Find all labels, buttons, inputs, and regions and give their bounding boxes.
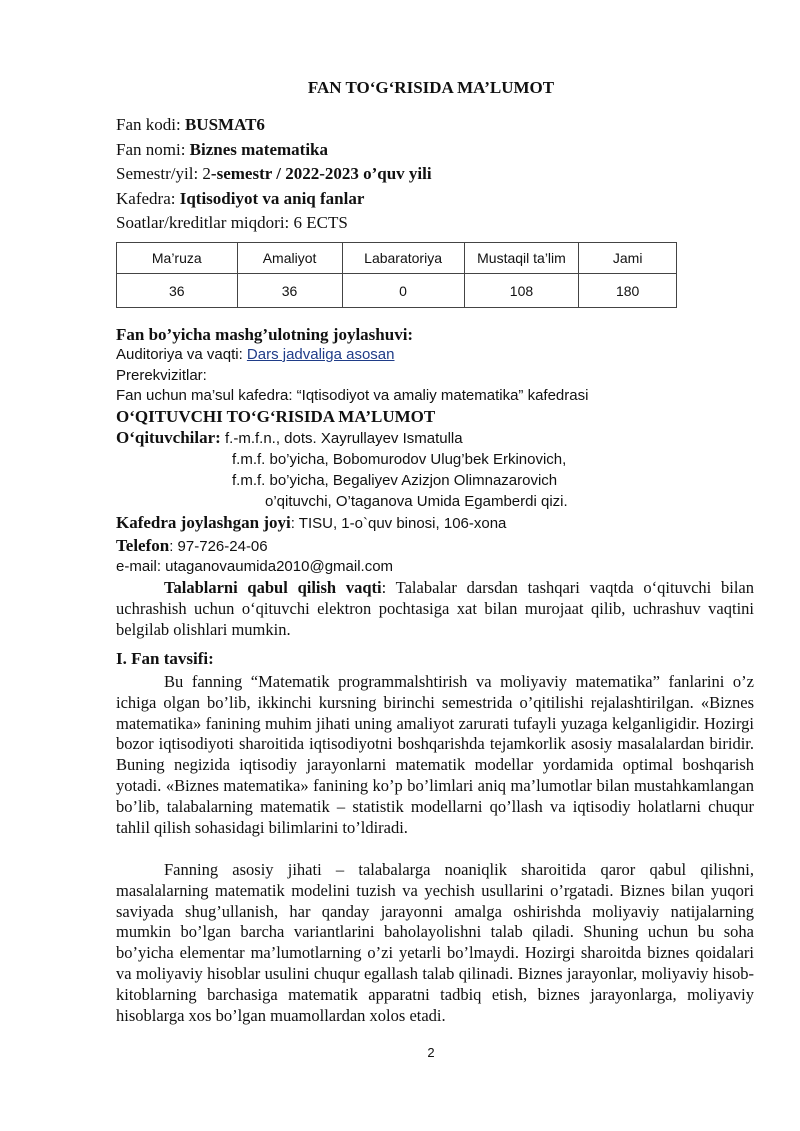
prerequisites: Prerekvizitlar: <box>116 367 207 384</box>
schedule-link[interactable]: Dars jadvaliga asosan <box>246 346 395 363</box>
department-value: Iqtisodiyot va aniq fanlar <box>179 189 365 208</box>
header-practice: Amaliyot <box>237 243 342 274</box>
email: e-mail: utaganovaumida2010@gmail.com <box>116 558 394 575</box>
description-paragraph-1: Bu fanning “Matematik programmalshtirish va moliyaviy matematika” fanlarini o’z ichiga olgan bo’lib, ikkinchi kursning birinchi semestrida o’qitilishi rejalashtirilgan. «Biznes matematika» fanining muhim jihati uning amaliyot zarurati tufayli yuzaga kelganligidir. Hozirgi bozor iqtisodiyoti sharoitida iqtisodiyotni boshqarishda tejamkorlik asosiy masalalardan biridir. Buning negizida iqtisodiy jarayonlarni matematik modellar yordamida optimal boshqarish yotadi. «Biznes matematika» fanining ko’p bo’limlari aniq ma’lumotlar bilan mustahkamlangan bo’lib, talabalarning matematik – statistik modellarni qo’llash va iqtisodiy holatlarni chuqur tahlil qilish sohasidagi bilimlarini to’ldiradi. <box>116 672 754 837</box>
course-credits: Soatlar/kreditlar miqdori: 6 ECTS <box>116 213 348 232</box>
semester-value: -semestr / 2022-2023 o’quv yili <box>210 164 432 183</box>
semester-label: Semestr/yil: 2 <box>116 164 211 183</box>
teachers-label: O‘qituvchilar: <box>116 428 221 447</box>
course-code-label: Fan kodi: <box>116 115 185 134</box>
phone-value: : 97-726-24-06 <box>169 538 268 555</box>
header-laboratory: Labaratoriya <box>342 243 464 274</box>
teacher-1: f.-m.f.n., dots. Xayrullayev Ismatulla <box>220 430 463 447</box>
course-semester <box>116 163 432 185</box>
value-independent: 108 <box>464 274 579 308</box>
department-location-value: : TISU, 1-o`quv binosi, 106-xona <box>290 515 507 532</box>
header-independent: Mustaqil ta’lim <box>464 243 579 274</box>
phone-label: Telefon <box>116 536 170 555</box>
header-lecture: Ma’ruza <box>117 243 238 274</box>
department-location <box>116 513 506 534</box>
requirements-text: : Talabalar darsdan tashqari vaqtda o‘qituvchi bilan uchrashish uchun o‘qituvchi elektron pochtasiga xat bilan murojaat qilib, uchrashuv vaqtini belgilab olishlari mumkin. <box>116 578 754 639</box>
value-laboratory: 0 <box>342 274 464 308</box>
requirements-lead: Talablarni qabul qilish vaqti <box>164 578 382 597</box>
phone <box>116 536 268 557</box>
teacher-line-1 <box>116 428 463 449</box>
teacher-2: f.m.f. bo’yicha, Bobomurodov Ulug’bek Erkinovich, <box>232 451 567 468</box>
value-total: 180 <box>579 274 677 308</box>
course-code-value: BUSMAT6 <box>184 115 265 134</box>
location-heading: Fan bo’yicha mashg’ulotning joylashuvi: <box>116 325 414 344</box>
hours-value-row <box>117 274 677 308</box>
course-department <box>116 188 364 210</box>
responsible-department: Fan uchun ma’sul kafedra: “Iqtisodiyot va amaliy matematika” kafedrasi <box>116 387 589 404</box>
course-name-label: Fan nomi: <box>116 140 190 159</box>
teacher-heading: O‘QITUVCHI TO‘G‘RISIDA MA’LUMOT <box>116 407 436 426</box>
page-title: FAN TO‘G‘RISIDA MA’LUMOT <box>307 78 555 97</box>
section-heading: I. Fan tavsifi: <box>116 649 214 668</box>
department-location-label: Kafedra joylashgan joyi <box>116 513 291 532</box>
header-total: Jami <box>579 243 677 274</box>
course-name-value: Biznes matematika <box>189 140 329 159</box>
teacher-3: f.m.f. bo’yicha, Begaliyev Azizjon Olimnazarovich <box>232 472 558 489</box>
department-label: Kafedra: <box>116 189 180 208</box>
hours-header-row <box>117 243 677 274</box>
course-code <box>116 114 265 136</box>
page-number: 2 <box>427 1045 435 1060</box>
hours-table <box>116 242 677 308</box>
auditorium-line <box>116 345 395 365</box>
teacher-4: o’qituvchi, O’taganova Umida Egamberdi qizi. <box>265 493 568 510</box>
course-name <box>116 139 328 161</box>
auditorium-label: Auditoriya va vaqti: <box>116 346 247 363</box>
description-paragraph-2: Fanning asosiy jihati – talabalarga noaniqlik sharoitida qaror qabul qilishni, masalalarning matematik modelini tuzish va yechish usullarini o’rgatadi. Biznes bilan yuqori saviyada shug’ullanish, har qanday jarayonni amalga oshirishda moliyaviy natijalarning mumkin bo’lgan barcha variantlarini baholayolishni talab qiladi. Shuning uchun bu soha bo’yicha elementar ma’lumotlarning o’zi yetarli bo’lmaydi. Hozirgi sharoitda biznes qoidalari va moliyaviy hisoblar usulini chuqur egallash talab qilinadi. Biznes jarayonlar, moliyaviy hisob-kitoblarning barchasiga matematik apparatni tadbiq etish, biznes jarayonlarga, moliyaviy hisoblarga xos bo’lgan muamollardan xolos etadi. <box>116 860 754 1025</box>
value-practice: 36 <box>237 274 342 308</box>
value-lecture: 36 <box>117 274 238 308</box>
requirements-paragraph <box>116 578 754 640</box>
